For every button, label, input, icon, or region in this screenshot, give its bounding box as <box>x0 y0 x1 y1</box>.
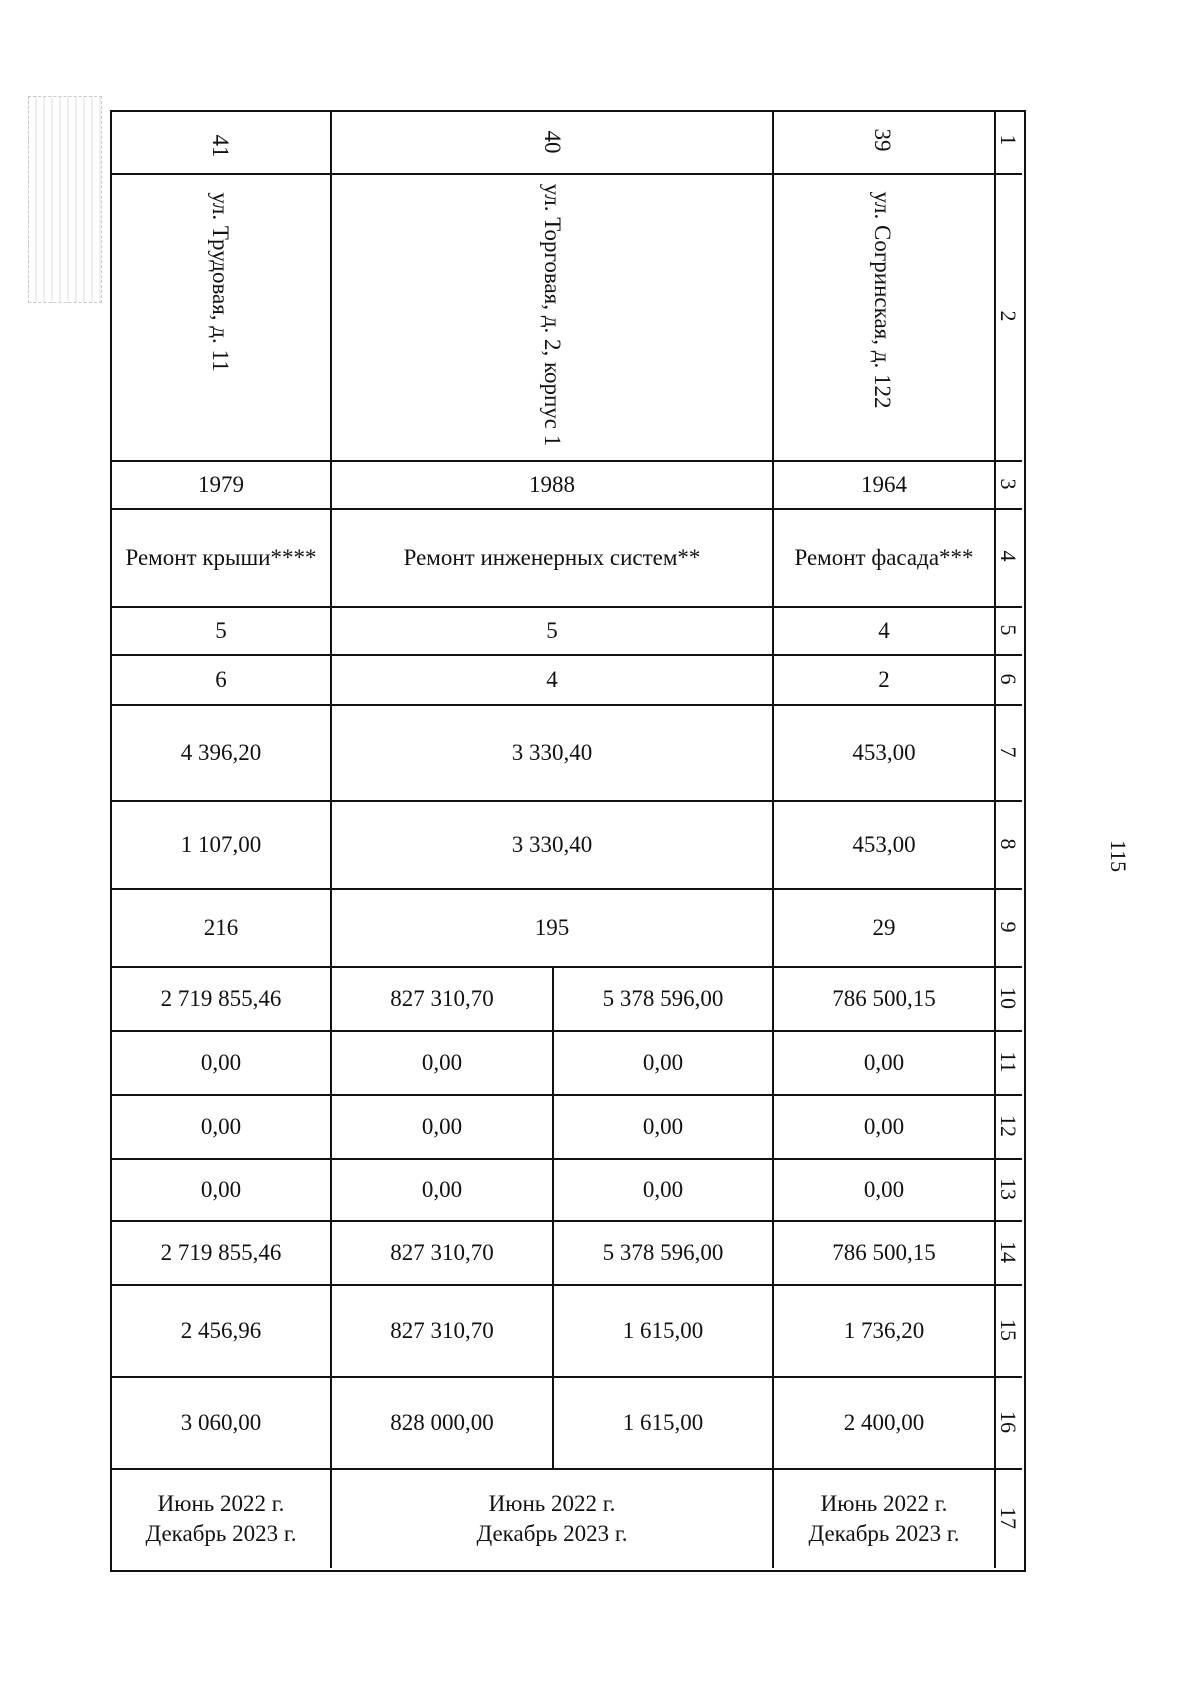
cell-r5: 5 <box>215 618 227 644</box>
cell-r10: 827 310,70 <box>390 986 494 1012</box>
date-end: Декабрь 2023 г. <box>808 1521 960 1546</box>
cell-r6: 6 <box>215 667 227 693</box>
row-number: 3 <box>996 478 1021 490</box>
cell-r16: 1 615,00 <box>622 1410 704 1436</box>
date-start: Июнь 2022 г. <box>488 1491 616 1517</box>
address: ул. Торговая, д. 2, корпус 1 <box>540 183 565 447</box>
cell-r14: 827 310,70 <box>390 1240 494 1266</box>
row-number: 2 <box>996 310 1021 322</box>
cell-r5: 4 <box>878 618 890 644</box>
cell-r15: 827 310,70 <box>390 1318 494 1344</box>
cell-r8: 3 330,40 <box>511 832 593 858</box>
cell-r13: 0,00 <box>200 1177 242 1203</box>
row-number: 16 <box>996 1411 1021 1433</box>
cell-r8: 453,00 <box>852 832 916 858</box>
row-number: 15 <box>996 1319 1021 1341</box>
cell-r16: 3 060,00 <box>180 1410 262 1436</box>
row-number: 7 <box>996 746 1021 758</box>
cell-r8: 1 107,00 <box>180 832 262 858</box>
cell-r15: 1 736,20 <box>843 1318 925 1344</box>
date-start: Июнь 2022 г. <box>157 1491 285 1517</box>
cell-r11: 0,00 <box>642 1050 684 1076</box>
cell-r14: 2 719 855,46 <box>160 1240 282 1266</box>
cell-r10: 2 719 855,46 <box>160 986 282 1012</box>
address: ул. Трудовая, д. 11 <box>208 192 233 372</box>
stamp-mark <box>28 96 102 303</box>
row-number: 10 <box>996 987 1021 1009</box>
date-end: Декабрь 2023 г. <box>145 1521 297 1546</box>
cell-r16: 2 400,00 <box>843 1410 925 1436</box>
cell-r7: 4 396,20 <box>180 740 262 766</box>
date-start: Июнь 2022 г. <box>820 1491 948 1517</box>
item-number: 39 <box>870 128 895 152</box>
year: 1988 <box>529 472 575 498</box>
row-number: 11 <box>996 1051 1021 1073</box>
cell-r13: 0,00 <box>421 1177 463 1203</box>
row-number: 6 <box>996 673 1021 685</box>
cell-r12: 0,00 <box>421 1114 463 1140</box>
cell-r17 <box>332 1470 772 1568</box>
item-number: 41 <box>208 134 233 158</box>
cell-r15: 1 615,00 <box>622 1318 704 1344</box>
cell-r13: 0,00 <box>863 1177 905 1203</box>
cell-r6: 4 <box>546 667 558 693</box>
cell-r11: 0,00 <box>200 1050 242 1076</box>
cell-r7: 3 330,40 <box>511 740 593 766</box>
cell-r12: 0,00 <box>200 1114 242 1140</box>
item-number: 40 <box>540 130 565 154</box>
work-type: Ремонт инженерных систем** <box>403 545 701 571</box>
year: 1979 <box>198 472 244 498</box>
cell-r5: 5 <box>546 618 558 644</box>
cell-r13: 0,00 <box>642 1177 684 1203</box>
row-number: 13 <box>996 1178 1021 1200</box>
page-number: 115 <box>1106 839 1131 873</box>
row-number: 8 <box>996 838 1021 850</box>
cell-r12: 0,00 <box>863 1114 905 1140</box>
cell-r11: 0,00 <box>863 1050 905 1076</box>
row-number: 1 <box>996 134 1021 146</box>
cell-r17 <box>112 1470 330 1568</box>
cell-r14: 5 378 596,00 <box>602 1240 724 1266</box>
cell-r7: 453,00 <box>852 740 916 766</box>
cell-r10: 786 500,15 <box>832 986 936 1012</box>
cell-r12: 0,00 <box>642 1114 684 1140</box>
row-number: 12 <box>996 1115 1021 1137</box>
cell-r15: 2 456,96 <box>180 1318 262 1344</box>
row-number: 9 <box>996 921 1021 933</box>
work-type: Ремонт фасада*** <box>794 545 974 571</box>
cell-r16: 828 000,00 <box>390 1410 494 1436</box>
cell-r9: 216 <box>203 915 239 941</box>
cell-r14: 786 500,15 <box>832 1240 936 1266</box>
cell-r9: 29 <box>872 915 896 941</box>
cell-r11: 0,00 <box>421 1050 463 1076</box>
address: ул. Согринская, д. 122 <box>870 191 895 409</box>
row-number: 5 <box>996 624 1021 636</box>
row-number: 17 <box>996 1507 1021 1529</box>
work-type: Ремонт крыши**** <box>125 545 317 571</box>
row-number: 4 <box>996 550 1021 562</box>
cell-r6: 2 <box>878 667 890 693</box>
cell-r17 <box>774 1470 994 1568</box>
date-end: Декабрь 2023 г. <box>476 1521 628 1546</box>
cell-r10: 5 378 596,00 <box>602 986 724 1012</box>
row-number: 14 <box>996 1241 1021 1263</box>
year: 1964 <box>861 472 907 498</box>
cell-r9: 195 <box>534 915 570 941</box>
